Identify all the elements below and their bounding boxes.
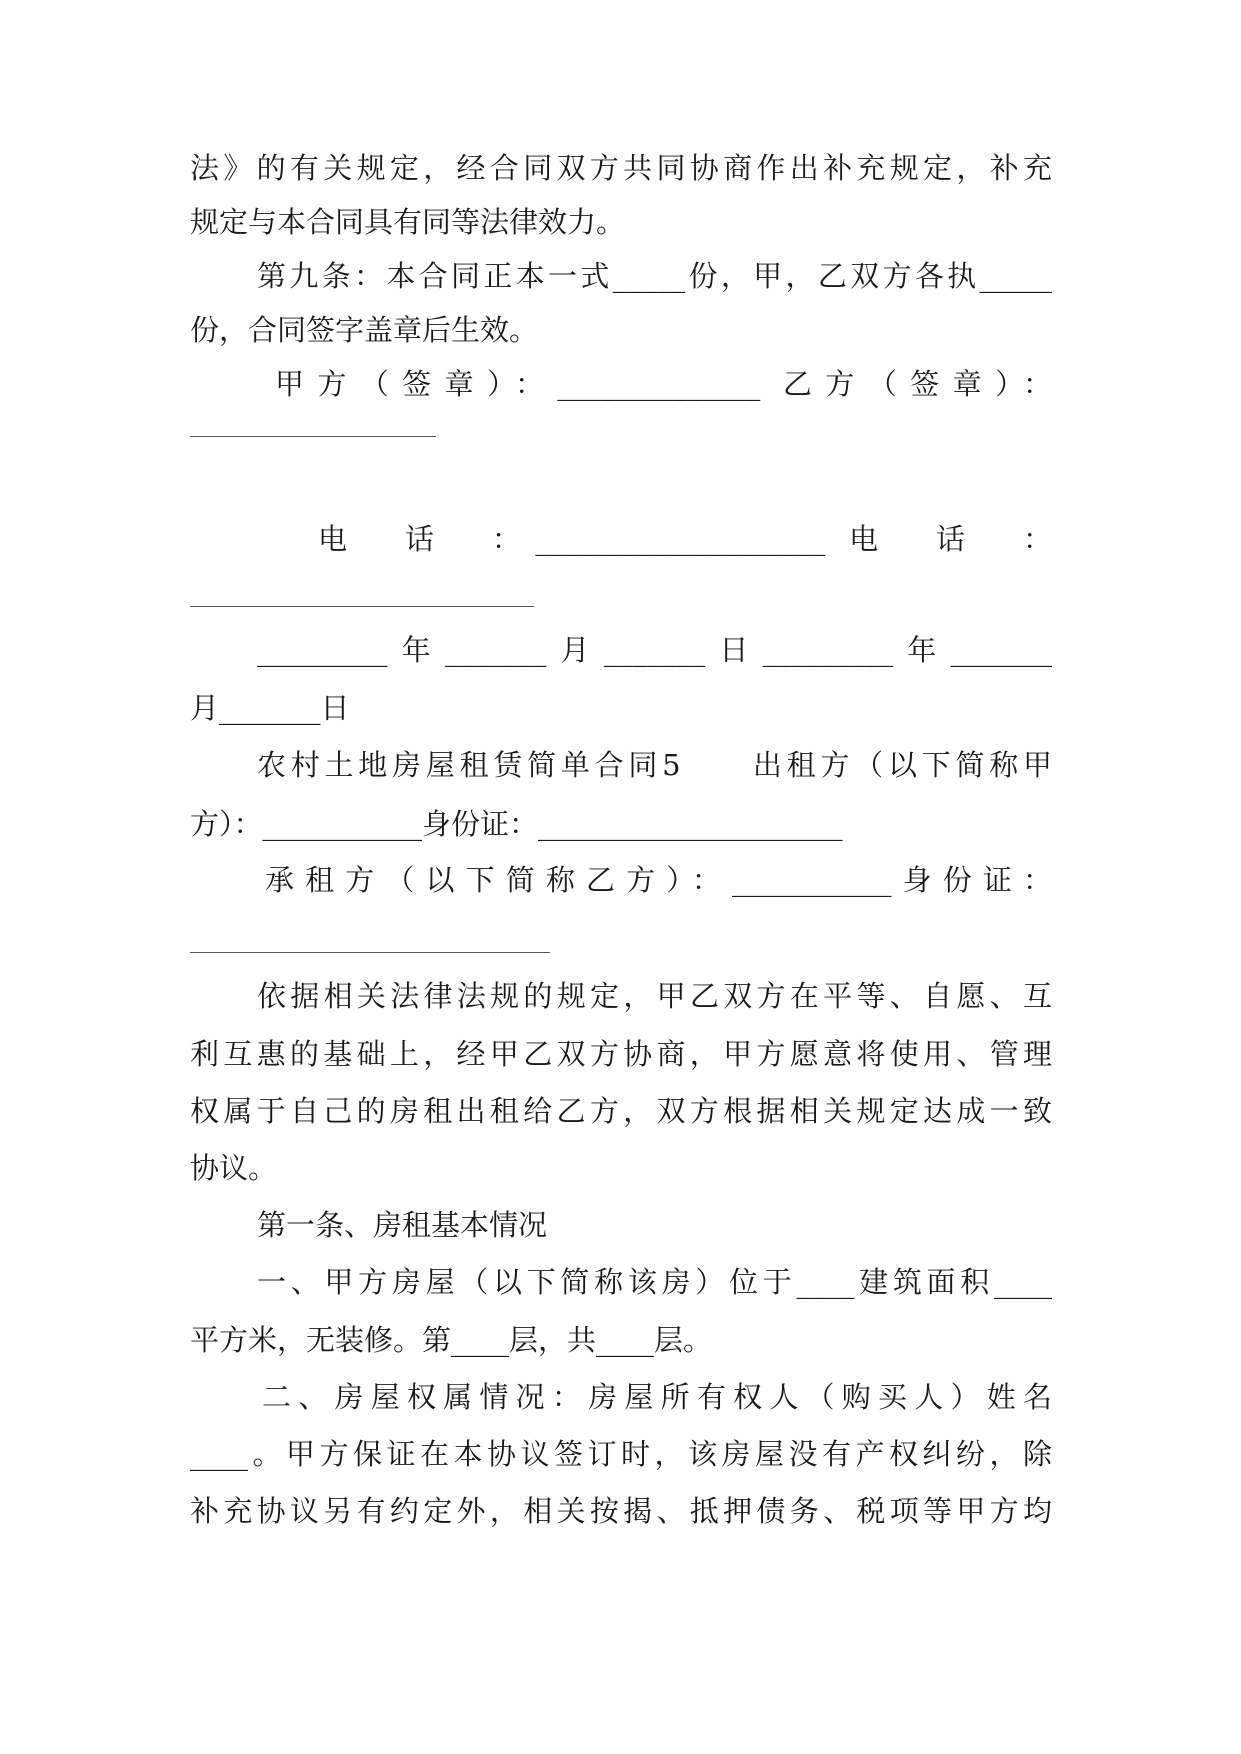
lessee-line: 承租方（以下简称乙方）：___________身份证： [265,863,1052,897]
lessor-line: 方）：___________身份证：_____________________ [190,807,843,841]
signature-line-party-a-b: 甲方（签章）：______________ 乙方（签章）： [275,367,1052,401]
signature-blank-party-b [190,436,436,437]
paragraph-line: 补充协议另有约定外，相关按揭、抵押债务、税项等甲方均 [190,1494,1052,1528]
paragraph-line: 份，合同签字盖章后生效。 [190,313,539,347]
date-line: _________年_______月_______日_________年_______ [257,633,1052,667]
contract-title-line: 农村土地房屋租赁简单合同5 出租方（以下简称甲 [257,748,1052,782]
paragraph-line: 依据相关法律法规的规定，甲乙双方在平等、自愿、互 [257,979,1052,1013]
paragraph-line: 规定与本合同具有同等法律效力。 [190,205,626,239]
lessee-id-blank [190,952,550,953]
paragraph-line: 二、房屋权属情况：房屋所有权人（购买人）姓名 [262,1380,1052,1414]
article-one-heading: 第一条、房租基本情况 [257,1208,548,1242]
paragraph-line: 法》的有关规定，经合同双方共同协商作出补充规定，补充 [190,151,1052,185]
phone-line: 电 话 ：____________________ 电 话 ： [318,522,1052,556]
paragraph-line: ____。甲方保证在本协议签订时，该房屋没有产权纠纷，除 [190,1437,1052,1471]
paragraph-line: 一、甲方房屋（以下简称该房）位于____建筑面积____ [257,1265,1052,1299]
paragraph-line: 协议。 [190,1151,278,1185]
paragraph-line: 利互惠的基础上，经甲乙双方协商，甲方愿意将使用、管理 [190,1037,1052,1071]
paragraph-line: 平方米，无装修。第____层，共____层。 [190,1323,713,1357]
article-nine-line: 第九条：本合同正本一式_____份，甲，乙双方各执_____ [257,259,1052,293]
paragraph-line: 权属于自己的房租出租给乙方，双方根据相关规定达成一致 [190,1094,1052,1128]
date-line-continued: 月_______日 [190,691,350,725]
phone-blank-party-b [190,606,534,607]
